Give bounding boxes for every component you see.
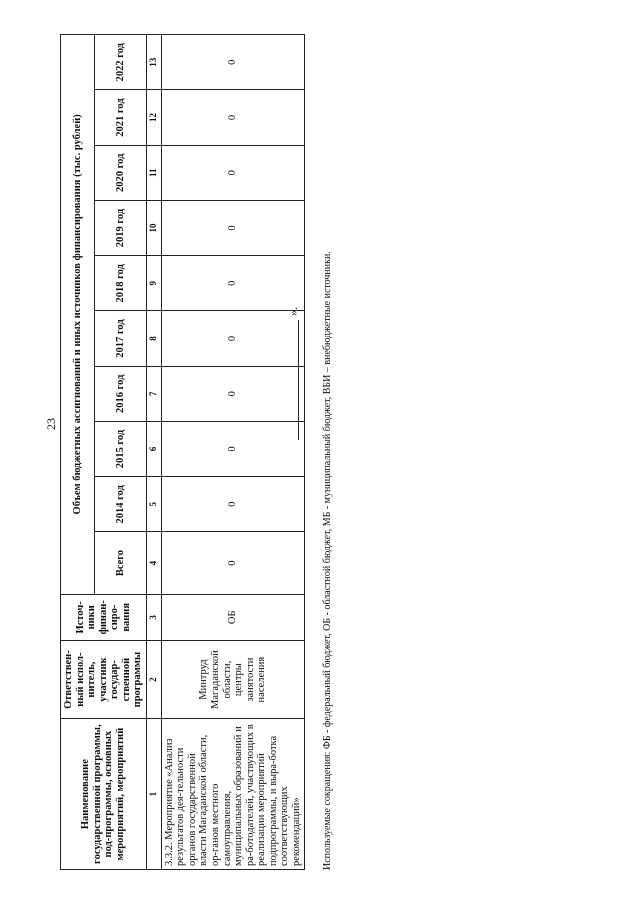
column-number: 10 [146,200,161,255]
value-cell: 0 [161,421,305,476]
value-cell: 0 [161,145,305,200]
header-year: 2020 год [94,145,146,200]
value-cell: 0 [161,200,305,255]
page-number: 23 [44,418,58,430]
header-year: 2014 год [94,477,146,532]
header-year: 2018 год [94,256,146,311]
column-number: 3 [146,594,161,640]
header-year: 2022 год [94,35,146,90]
column-number: 1 [146,719,161,870]
column-number: 13 [146,35,161,90]
funding-table [60,34,305,870]
signature-line [298,320,299,440]
abbreviations-footnote: Используемые сокращения: ФБ - федеральный бюджет, ОБ - областной бюджет, МБ - муниципальный бюджет, ВБИ – внебюджетные источники. [322,251,333,870]
column-number: 9 [146,256,161,311]
column-number: 7 [146,366,161,421]
value-cell: 0 [161,90,305,145]
value-cell: 0 [161,256,305,311]
header-year: 2017 год [94,311,146,366]
column-number-row [146,35,161,870]
funding-source: ОБ [161,594,305,640]
header-row-1 [61,35,95,870]
header-year: 2016 год [94,366,146,421]
value-cell: 0 [161,532,305,594]
rotated-page-content [44,30,360,870]
header-year: 2021 год [94,90,146,145]
column-number: 11 [146,145,161,200]
header-funding-volume: Объем бюджетных ассигнований и иных источников финансирования (тыс. рублей) [61,35,95,595]
column-number: 2 [146,640,161,718]
header-year: 2015 год [94,421,146,476]
header-total: Всего [94,532,146,594]
header-year: 2019 год [94,200,146,255]
value-cell: 0 [161,311,305,366]
column-number: 12 [146,90,161,145]
value-cell: 0 [161,366,305,421]
responsible-executor: Минтруд Магаданской области, центры занятости населения [161,640,305,718]
column-number: 4 [146,532,161,594]
table-row [161,35,305,870]
closing-quote: ». [286,307,300,316]
column-number: 5 [146,477,161,532]
column-number: 6 [146,421,161,476]
value-cell: 0 [161,477,305,532]
column-number: 8 [146,311,161,366]
value-cell: 0 [161,35,305,90]
activity-name: 3.3.2. Мероприятие «Анализ результатов дея-тельности органов государственной власти Магаданской области, ор-ганов местного самоуправления, муниципальных образований и ра-ботодателей, участвующих в реализации мероприятий подпрограммы, и выра-ботка соответствующих рекомендаций» [161,719,305,870]
header-executor: Ответствен-ный испол-нитель, участник государ-ственной программы [61,640,147,718]
header-funding-source: Источ-ники финан-сиро-вания [61,594,147,640]
header-program-name: Наименование государственной программы, под-программы, основных мероприятий, мероприятий [61,719,147,870]
